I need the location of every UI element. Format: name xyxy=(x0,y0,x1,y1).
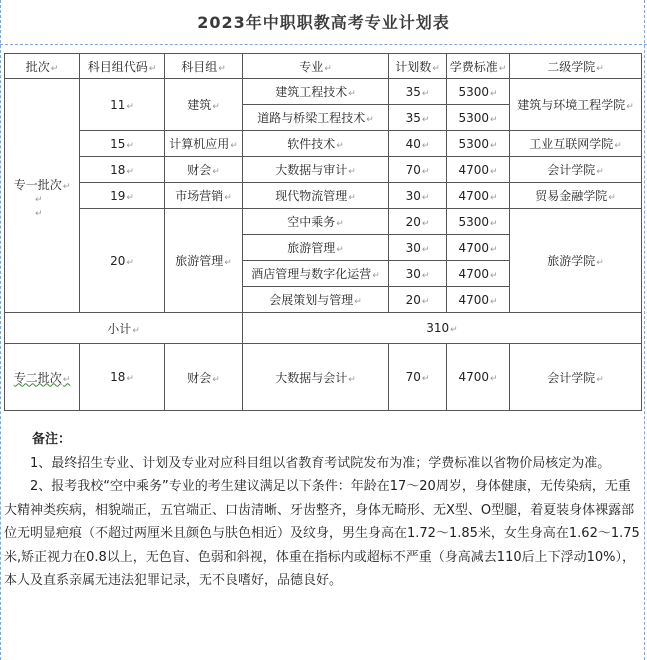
header-batch: 批次 ↵ xyxy=(5,54,80,79)
fee-cell: 4700 ↵ xyxy=(447,157,510,183)
count-cell: 30 ↵ xyxy=(389,235,447,261)
major-cell: 建筑工程技术 ↵ xyxy=(243,79,389,105)
table-row xyxy=(5,79,642,105)
count-cell: 70 ↵ xyxy=(389,157,447,183)
fee-cell: 4700 ↵ xyxy=(447,235,510,261)
header-major: 专业 ↵ xyxy=(243,54,389,79)
batch-label: 专二批次 ↵ xyxy=(14,371,71,385)
table-row xyxy=(5,209,642,235)
table-row xyxy=(5,344,642,411)
notes-section xyxy=(4,428,640,593)
group-code-cell: 18 ↵ xyxy=(80,157,165,183)
major-cell: 大数据与审计 ↵ xyxy=(243,157,389,183)
fee-cell: 5300 ↵ xyxy=(447,105,510,131)
count-cell: 20 ↵ xyxy=(389,209,447,235)
group-code-cell: 11 ↵ xyxy=(80,79,165,131)
header-fee: 学费标准 ↵ xyxy=(447,54,510,79)
note-paragraph-2: 2、报考我校“空中乘务”专业的考生建议满足以下条件：年龄在17～20周岁，身体健康，无传染病，无重大精神类疾病，相貌端正，五官端正、口齿清晰、牙齿整齐，身体无畸形、无X型、O型腿，着夏装身体裸露部位无明显疤痕（不超过两厘米且颜色与肤色相近）及纹身，男生身高在1.72～1.85米，女生身高在1.62～1.75米,矫正视力在0.8以上，无色盲、色弱和斜视，体重在指标内或超标不严重（身高减去110后上下浮动10%），本人及直系亲属无违法犯罪记录，无不良嗜好，品德良好。 xyxy=(4,479,640,588)
note-paragraph-1: 1、最终招生专业、计划及专业对应科目组以省教育考试院发布为准；学费标准以省物价局核定为准。 xyxy=(30,455,611,471)
fee-cell: 4700 ↵ xyxy=(447,183,510,209)
major-cell: 旅游管理 ↵ xyxy=(243,235,389,261)
count-cell: 30 ↵ xyxy=(389,183,447,209)
group-code-cell: 18 ↵ xyxy=(80,344,165,411)
table-header-row xyxy=(5,54,642,79)
count-cell: 30 ↵ xyxy=(389,261,447,287)
header-group-code: 科目组代码 ↵ xyxy=(80,54,165,79)
major-cell: 软件技术 ↵ xyxy=(243,131,389,157)
page-title: 2023年中职职教高考专业计划表 xyxy=(197,13,450,32)
group-name-cell: 财会 ↵ xyxy=(165,344,243,411)
fee-cell: 5300 ↵ xyxy=(447,131,510,157)
header-group: 科目组 ↵ xyxy=(165,54,243,79)
college-cell: 会计学院 ↵ xyxy=(510,157,642,183)
group-code-cell: 19 ↵ xyxy=(80,183,165,209)
subtotal-label: 小计 ↵ xyxy=(5,313,243,344)
group-name-cell: 建筑 ↵ xyxy=(165,79,243,131)
major-cell: 酒店管理与数字化运营 ↵ xyxy=(243,261,389,287)
college-cell: 旅游学院 ↵ xyxy=(510,209,642,313)
major-cell: 空中乘务 ↵ xyxy=(243,209,389,235)
count-cell: 35 ↵ xyxy=(389,79,447,105)
college-cell: 会计学院 ↵ xyxy=(510,344,642,411)
group-name-cell: 财会 ↵ xyxy=(165,157,243,183)
college-cell: 建筑与环境工程学院 ↵ xyxy=(510,79,642,131)
fee-cell: 4700 ↵ xyxy=(447,287,510,313)
count-cell: 40 ↵ xyxy=(389,131,447,157)
plan-table xyxy=(4,53,642,411)
table-row xyxy=(5,131,642,157)
fee-cell: 4700 ↵ xyxy=(447,344,510,411)
group-code-cell: 15 ↵ xyxy=(80,131,165,157)
batch-cell xyxy=(5,344,80,411)
fee-cell: 4700 ↵ xyxy=(447,261,510,287)
table-row xyxy=(5,157,642,183)
group-name-cell: 计算机应用 ↵ xyxy=(165,131,243,157)
header-college: 二级学院 ↵ xyxy=(510,54,642,79)
count-cell: 35 ↵ xyxy=(389,105,447,131)
fee-cell: 5300 ↵ xyxy=(447,79,510,105)
title-divider xyxy=(0,44,647,46)
subtotal-value: 310 ↵ xyxy=(243,313,642,344)
notes-heading: 备注： xyxy=(32,432,72,447)
group-name-cell: 市场营销 ↵ xyxy=(165,183,243,209)
subtotal-row xyxy=(5,313,642,344)
group-code-cell: 20 ↵ xyxy=(80,209,165,313)
major-cell: 现代物流管理 ↵ xyxy=(243,183,389,209)
table-row xyxy=(5,183,642,209)
group-name-cell: 旅游管理 ↵ xyxy=(165,209,243,313)
major-cell: 大数据与会计 ↵ xyxy=(243,344,389,411)
batch-cell xyxy=(5,79,80,313)
count-cell: 20 ↵ xyxy=(389,287,447,313)
college-cell: 贸易金融学院 ↵ xyxy=(510,183,642,209)
header-count: 计划数 ↵ xyxy=(389,54,447,79)
fee-cell: 5300 ↵ xyxy=(447,209,510,235)
batch-label: 专一批次 ↵ xyxy=(5,176,79,193)
major-cell: 会展策划与管理 ↵ xyxy=(243,287,389,313)
major-cell: 道路与桥梁工程技术 ↵ xyxy=(243,105,389,131)
college-cell: 工业互联网学院 ↵ xyxy=(510,131,642,157)
empty-line-mark: ↵ ↵ xyxy=(35,195,43,219)
count-cell: 70 ↵ xyxy=(389,344,447,411)
